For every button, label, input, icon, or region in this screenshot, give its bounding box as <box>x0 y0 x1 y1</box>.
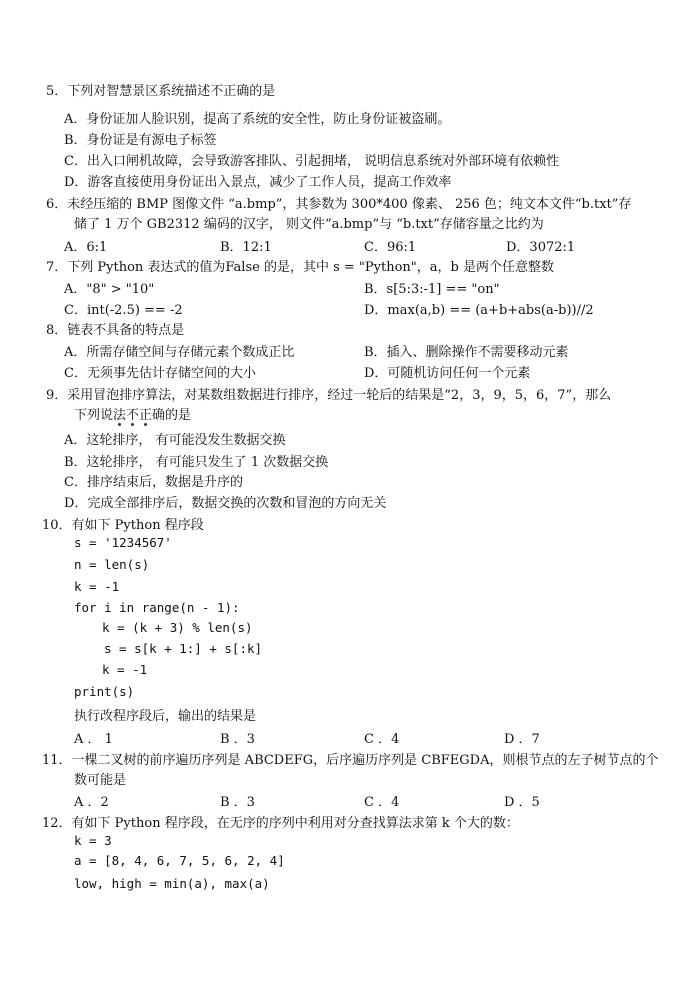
q5-option-b: B．身份证是有源电子标签 <box>64 133 217 148</box>
q6-stem-line1: 6．未经压缩的 BMP 图像文件 “a.bmp”，其参数为 300*400 像素、 256 色；纯文本文件“b.txt”存 <box>46 197 632 212</box>
q8-option-a: A．所需存储空间与存储元素个数成正比 <box>64 345 295 360</box>
q10-code-line: k = (k + 3) % len(s) <box>102 620 253 635</box>
q10-code-line: k = -1 <box>102 662 148 677</box>
q9-option-c: C．排序结束后，数据是升序的 <box>64 475 243 490</box>
q7-stem: 7．下列 Python 表达式的值为False 的是，其中 s = "Python"，a，b 是两个任意整数 <box>46 260 554 275</box>
q10-option-d: D ．7 <box>504 732 540 747</box>
q9-option-b: B．这轮排序， 有可能只发生了 1 次数据交换 <box>64 455 329 470</box>
emphasis-dot <box>118 423 121 426</box>
q10-option-a: A ． 1 <box>74 732 113 747</box>
q10-code-line: print(s) <box>74 684 135 699</box>
q9-option-a: A．这轮排序， 有可能没发生数据交换 <box>64 433 286 448</box>
q6-option-d: D．3072:1 <box>506 240 576 255</box>
q12-code-line: k = 3 <box>74 833 112 848</box>
q10-code-line: k = -1 <box>74 579 120 594</box>
q8-option-b: B．插入、删除操作不需要移动元素 <box>364 345 569 360</box>
q9-option-d: D．完成全部排序后，数据交换的次数和冒泡的方向无关 <box>64 496 387 511</box>
q10-code-line: s = s[k + 1:] + s[:k] <box>104 641 263 656</box>
emphasis-dot <box>131 423 134 426</box>
q10-option-c: C ．4 <box>364 732 400 747</box>
q6-stem-line2: 储了 1 万个 GB2312 编码的汉字， 则文件“a.bmp”与 “b.txt”存储容量之比约为 <box>74 217 544 232</box>
q12-stem: 12．有如下 Python 程序段，在无序的序列中利用对分查找算法求第 k 个大的数： <box>42 816 519 831</box>
emphasis-dot <box>144 423 147 426</box>
q11-stem-line2: 数可能是 <box>74 773 127 788</box>
q5-option-a: A．身份证加人脸识别，提高了系统的安全性，防止身份证被盗刷。 <box>64 112 451 127</box>
q11-stem-line1: 11．一棵二叉树的前序遍历序列是 ABCDEFG，后序遍历序列是 CBFEGDA，则根节点的左子树节点的个 <box>42 753 659 768</box>
q12-code-line: a = [8, 4, 6, 7, 5, 6, 2, 4] <box>74 853 285 868</box>
q6-option-c: C．96:1 <box>364 240 417 255</box>
q6-option-a: A．6:1 <box>64 240 108 255</box>
q7-option-c: C．int(-2.5) == -2 <box>64 303 183 318</box>
q11-option-a: A ．2 <box>74 795 109 810</box>
q10-stem: 10．有如下 Python 程序段 <box>42 518 204 533</box>
q8-option-c: C．无须事先估计存储空间的大小 <box>64 366 256 381</box>
q8-option-d: D．可随机访问任何一个元素 <box>364 366 531 381</box>
q7-option-a: A．"8" > "10" <box>64 282 155 297</box>
q5-option-c: C．出入口闸机故障，会导致游客排队、引起拥堵， 说明信息系统对外部环境有依赖性 <box>64 154 560 169</box>
q9-stem-line1: 9．采用冒泡排序算法，对某数组数据进行排序，经过一轮后的结果是“2，3，9，5，6，7”，那么 <box>46 388 612 403</box>
q10-code-line: for i in range(n - 1): <box>74 600 240 615</box>
q11-option-c: C ．4 <box>364 795 400 810</box>
q12-code-line: low, high = min(a), max(a) <box>74 876 270 891</box>
q10-code-line: n = len(s) <box>74 557 150 572</box>
q11-option-b: B ．3 <box>220 795 255 810</box>
q11-option-d: D ．5 <box>504 795 540 810</box>
q7-option-b: B．s[5:3:-1] == "on" <box>364 282 500 297</box>
q9-stem-line2: 下列说法不正确的是 <box>74 408 192 423</box>
q5-option-d: D．游客直接使用身份证出入景点，减少了工作人员，提高工作效率 <box>64 175 452 190</box>
q10-after-text: 执行改程序段后，输出的结果是 <box>74 709 257 724</box>
q7-option-d: D．max(a,b) == (a+b+abs(a-b))//2 <box>364 303 594 318</box>
q10-option-b: B ．3 <box>220 732 255 747</box>
q10-code-line: s = '1234567' <box>74 535 172 550</box>
q6-option-b: B．12:1 <box>220 240 272 255</box>
q8-stem: 8．链表不具备的特点是 <box>46 323 185 338</box>
q5-stem: 5．下列对智慧景区系统描述不正确的是 <box>46 84 276 99</box>
